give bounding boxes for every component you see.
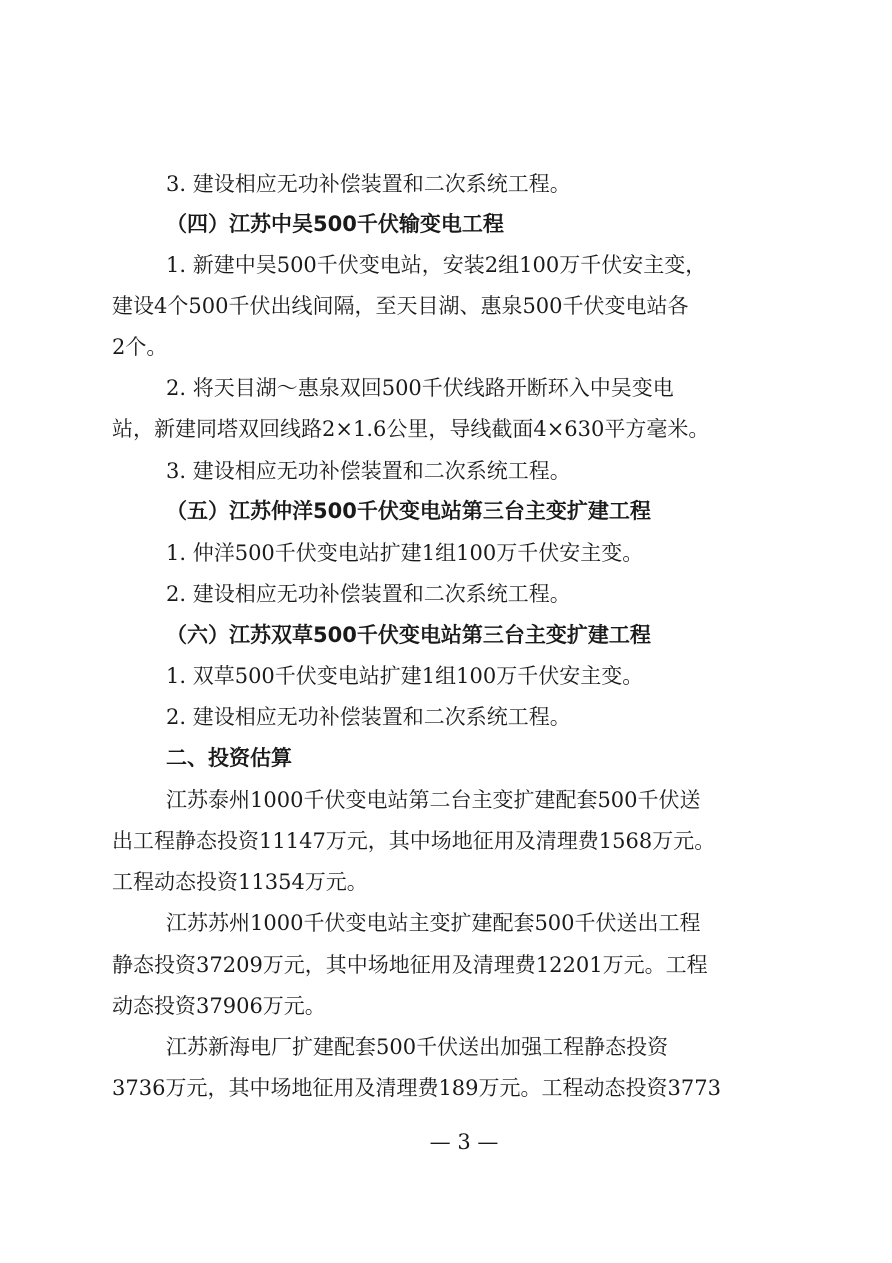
- paragraph-line: 工程动态投资11354万元。: [112, 870, 368, 894]
- item-line: 1. 新建中吴500千伏变电站，安装2组100万千伏安主变，: [166, 253, 707, 277]
- paragraph-line: 江苏泰州1000千伏变电站第二台主变扩建配套500千伏送: [166, 788, 701, 812]
- item-line: 2. 将天目湖～惠泉双回500千伏线路开断环入中吴变电: [166, 376, 674, 400]
- item-line: 3. 建设相应无功补偿装置和二次系统工程。: [166, 172, 571, 196]
- section-heading: （五）江苏仲洋500千伏变电站第三台主变扩建工程: [166, 499, 651, 523]
- paragraph-line: 江苏苏州1000千伏变电站主变扩建配套500千伏送出工程: [166, 911, 701, 935]
- page-number: — 3 —: [429, 1130, 499, 1154]
- paragraph-line: 江苏新海电厂扩建配套500千伏送出加强工程静态投资: [166, 1035, 669, 1059]
- item-line: 2. 建设相应无功补偿装置和二次系统工程。: [166, 705, 571, 729]
- item-line: 3. 建设相应无功补偿装置和二次系统工程。: [166, 459, 571, 483]
- paragraph-line: 3736万元，其中场地征用及清理费189万元。工程动态投资3773: [112, 1076, 721, 1100]
- paragraph-line: 静态投资37209万元，其中场地征用及清理费12201万元。工程: [112, 953, 708, 977]
- item-line: 1. 双草500千伏变电站扩建1组100万千伏安主变。: [166, 664, 644, 688]
- body-line: 建设4个500千伏出线间隔，至天目湖、惠泉500千伏变电站各: [112, 294, 689, 318]
- paragraph-line: 出工程静态投资11147万元，其中场地征用及清理费1568万元。: [112, 829, 716, 853]
- section-heading: （四）江苏中吴500千伏输变电工程: [166, 212, 504, 236]
- chapter-heading: 二、投资估算: [166, 746, 292, 770]
- section-heading: （六）江苏双草500千伏变电站第三台主变扩建工程: [166, 623, 651, 647]
- paragraph-line: 动态投资37906万元。: [112, 994, 326, 1018]
- body-line: 2个。: [112, 335, 168, 359]
- item-line: 2. 建设相应无功补偿装置和二次系统工程。: [166, 582, 571, 606]
- body-line: 站，新建同塔双回线路2×1.6公里，导线截面4×630平方毫米。: [112, 417, 710, 441]
- item-line: 1. 仲洋500千伏变电站扩建1组100万千伏安主变。: [166, 541, 644, 565]
